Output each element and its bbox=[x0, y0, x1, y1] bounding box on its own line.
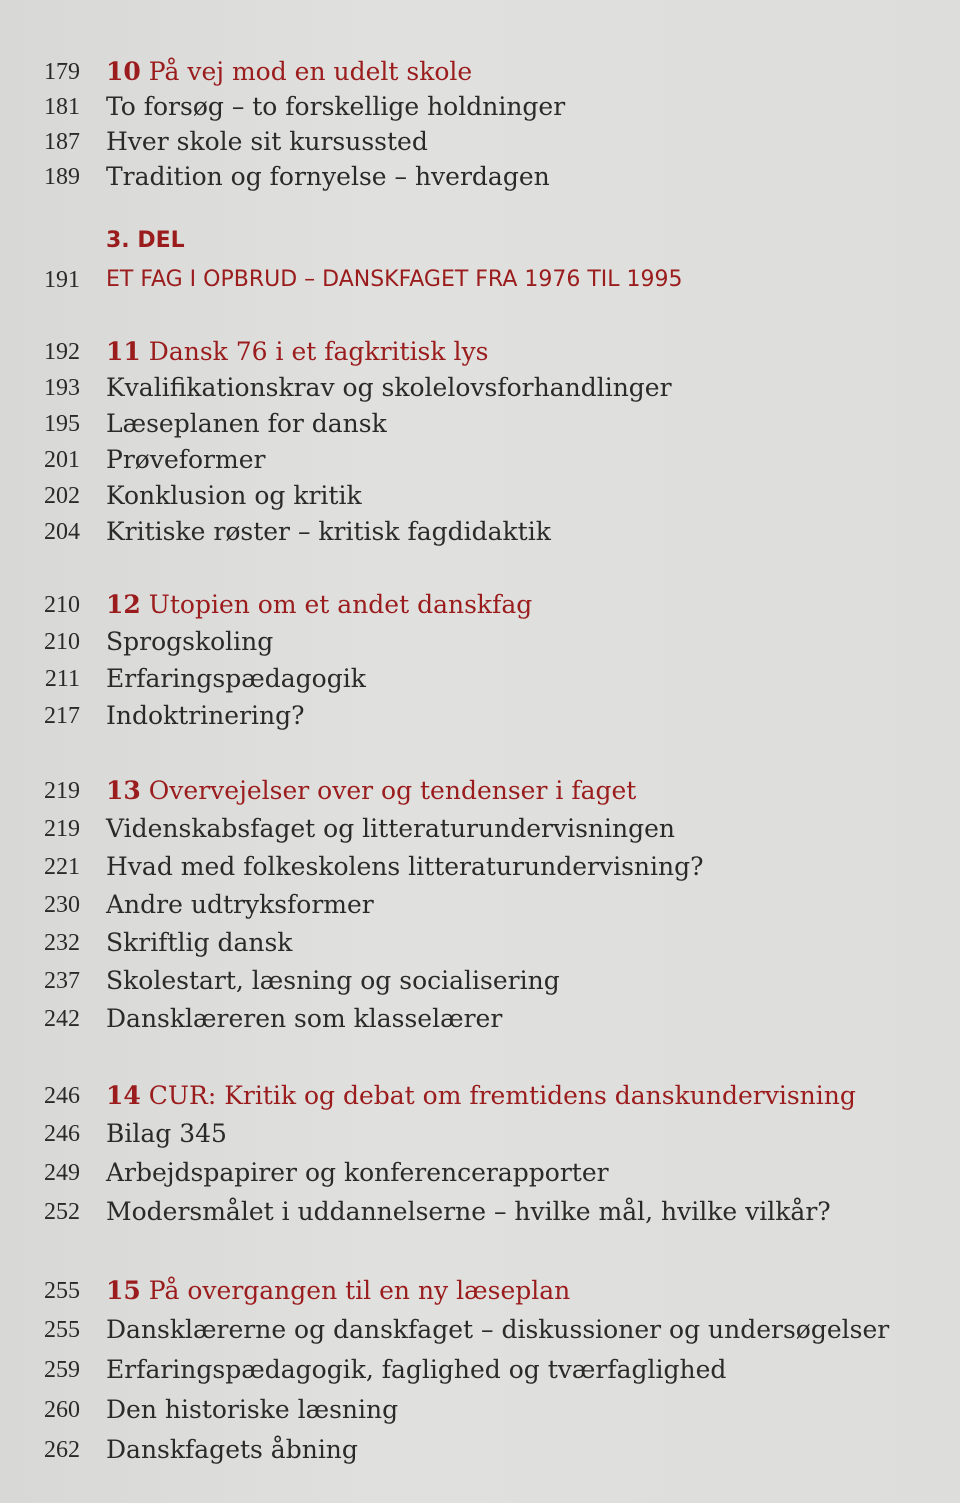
toc-entry bbox=[0, 849, 940, 885]
page-number: 187 bbox=[44, 129, 80, 155]
page-number: 221 bbox=[44, 854, 80, 880]
entry-title: Hvad med folkeskolens litteraturundervisning? bbox=[106, 852, 704, 881]
page-number: 255 bbox=[44, 1278, 80, 1304]
entry-title: Hver skole sit kursussted bbox=[106, 127, 428, 156]
toc-entry bbox=[0, 1001, 940, 1037]
entry-title: Bilag 345 bbox=[106, 1119, 227, 1148]
page-number: 192 bbox=[44, 339, 80, 365]
toc-entry bbox=[0, 159, 940, 195]
toc-chapter-10 bbox=[0, 54, 940, 90]
page-number: 179 bbox=[44, 59, 80, 85]
toc-entry bbox=[0, 406, 940, 442]
entry-title: Prøveformer bbox=[106, 445, 266, 474]
page-number: 237 bbox=[44, 968, 80, 994]
chapter-title: På vej mod en udelt skole bbox=[148, 57, 473, 86]
entry-title: Skolestart, læsning og socialisering bbox=[106, 966, 560, 995]
toc-entry bbox=[0, 698, 940, 734]
page-number: 210 bbox=[44, 592, 80, 618]
page-number: 204 bbox=[44, 519, 80, 545]
chapter-number: 15 bbox=[106, 1276, 141, 1305]
page-number: 211 bbox=[44, 666, 80, 692]
page-number: 210 bbox=[44, 629, 80, 655]
toc-entry bbox=[0, 624, 940, 660]
toc-entry bbox=[0, 514, 940, 550]
entry-title: Skriftlig dansk bbox=[106, 928, 293, 957]
entry-title: Modersmålet i uddannelserne – hvilke mål, hvilke vilkår? bbox=[106, 1197, 831, 1226]
toc-entry bbox=[0, 1116, 940, 1152]
toc-entry bbox=[0, 442, 940, 478]
entry-title: Tradition og fornyelse – hverdagen bbox=[106, 162, 550, 191]
toc-entry bbox=[0, 811, 940, 847]
toc-chapter-14 bbox=[0, 1078, 940, 1114]
page-number: 201 bbox=[44, 447, 80, 473]
entry-title: Erfaringspædagogik bbox=[106, 664, 366, 693]
page-number: 262 bbox=[44, 1437, 80, 1463]
entry-title: Sprogskoling bbox=[106, 627, 274, 656]
toc-entry bbox=[0, 1432, 940, 1468]
toc-entry bbox=[0, 124, 940, 160]
page-number: 230 bbox=[44, 892, 80, 918]
entry-title: Arbejdspapirer og konferencerapporter bbox=[106, 1158, 609, 1187]
toc-entry bbox=[0, 1392, 940, 1428]
chapter-title: Overvejelser over og tendenser i faget bbox=[148, 776, 637, 805]
page-number: 195 bbox=[44, 411, 80, 437]
chapter-number: 11 bbox=[106, 337, 141, 366]
page-number: 217 bbox=[44, 703, 80, 729]
entry-title: Dansklæreren som klasselærer bbox=[106, 1004, 503, 1033]
page-number: 249 bbox=[44, 1160, 80, 1186]
page-number: 189 bbox=[44, 164, 80, 190]
entry-title: To forsøg – to forskellige holdninger bbox=[106, 92, 566, 121]
page-number: 246 bbox=[44, 1083, 80, 1109]
chapter-number: 13 bbox=[106, 776, 141, 805]
entry-title: Danskfagets åbning bbox=[106, 1435, 358, 1464]
chapter-title: Dansk 76 i et fagkritisk lys bbox=[148, 337, 489, 366]
entry-title: Dansklærerne og danskfaget – diskussioner og undersøgelser bbox=[106, 1315, 890, 1344]
toc-entry bbox=[0, 1155, 940, 1191]
toc-entry bbox=[0, 661, 940, 697]
entry-title: Den historiske læsning bbox=[106, 1395, 399, 1424]
page-number: 242 bbox=[44, 1006, 80, 1032]
page-number: 202 bbox=[44, 483, 80, 509]
entry-title: Kvalifikationskrav og skolelovsforhandlinger bbox=[106, 373, 672, 402]
toc-entry bbox=[0, 1352, 940, 1388]
page-number: 259 bbox=[44, 1357, 80, 1383]
page-number: 219 bbox=[44, 816, 80, 842]
entry-title: Erfaringspædagogik, faglighed og tværfaglighed bbox=[106, 1355, 727, 1384]
entry-title: Konklusion og kritik bbox=[106, 481, 362, 510]
entry-title: Videnskabsfaget og litteraturundervisningen bbox=[106, 814, 676, 843]
page-number: 255 bbox=[44, 1317, 80, 1343]
toc-entry bbox=[0, 1312, 940, 1348]
chapter-number: 12 bbox=[106, 590, 141, 619]
toc-chapter-13 bbox=[0, 773, 940, 809]
toc-entry bbox=[0, 963, 940, 999]
chapter-title: Utopien om et andet danskfag bbox=[148, 590, 533, 619]
page-number: 232 bbox=[44, 930, 80, 956]
chapter-title: CUR: Kritik og debat om fremtidens danskundervisning bbox=[148, 1081, 856, 1110]
toc-entry bbox=[0, 925, 940, 961]
toc-chapter-15 bbox=[0, 1273, 940, 1309]
entry-title: Andre udtryksformer bbox=[106, 890, 374, 919]
page-number: 246 bbox=[44, 1121, 80, 1147]
toc-entry bbox=[0, 478, 940, 514]
toc-chapter-11 bbox=[0, 334, 940, 370]
page-number: 260 bbox=[44, 1397, 80, 1423]
page-number: 191 bbox=[44, 267, 80, 293]
toc-part-title bbox=[0, 262, 940, 298]
page-number: 193 bbox=[44, 375, 80, 401]
chapter-number: 10 bbox=[106, 57, 141, 86]
entry-title: Kritiske røster – kritisk fagdidaktik bbox=[106, 517, 551, 546]
page-number: 181 bbox=[44, 94, 80, 120]
page-number: 252 bbox=[44, 1199, 80, 1225]
toc-entry bbox=[0, 887, 940, 923]
part-title: ET FAG I OPBRUD – DANSKFAGET FRA 1976 TIL 1995 bbox=[106, 267, 683, 292]
entry-title: Læseplanen for dansk bbox=[106, 409, 387, 438]
toc-entry bbox=[0, 370, 940, 406]
entry-title: Indoktrinering? bbox=[106, 701, 305, 730]
toc-entry bbox=[0, 89, 940, 125]
chapter-number: 14 bbox=[106, 1081, 141, 1110]
toc-entry bbox=[0, 1194, 940, 1230]
page-number: 219 bbox=[44, 778, 80, 804]
toc-chapter-12 bbox=[0, 587, 940, 623]
chapter-title: På overgangen til en ny læseplan bbox=[148, 1276, 571, 1305]
part-label: 3. DEL bbox=[106, 228, 185, 253]
